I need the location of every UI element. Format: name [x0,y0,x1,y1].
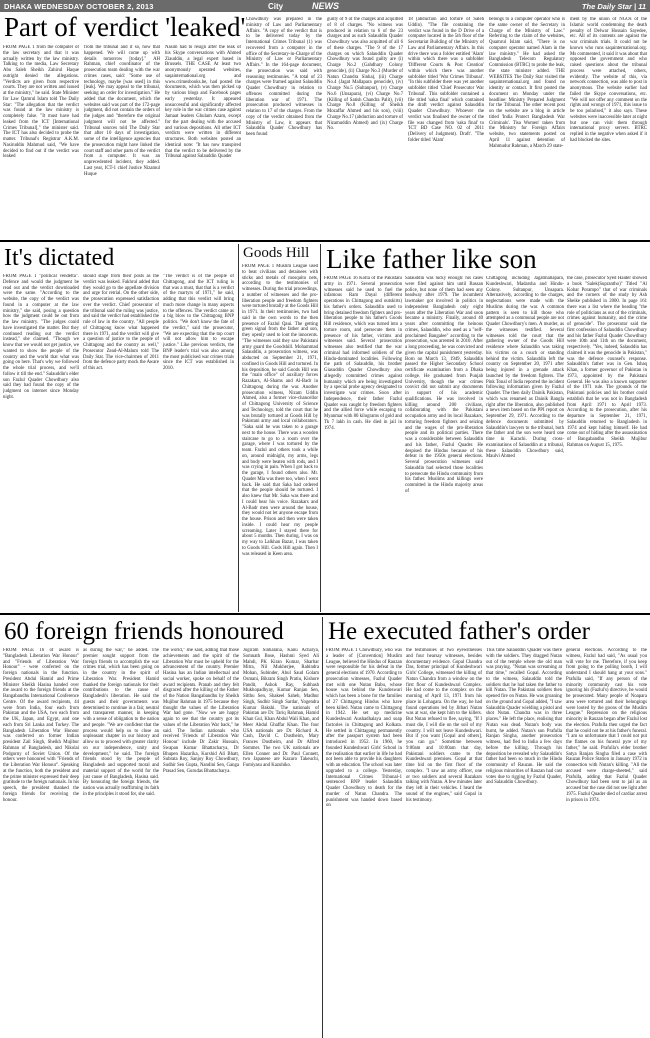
headline: It's dictated [4,245,115,271]
article-column: 18 (abduction and torture of Saleh Uddin). "The file containing the verdict was found in the D Drive of a computer located in the 5th floor of the Secretariat Building of the Ministry of Law and Parliamentary Affairs. In this drive there was a folder entitled 'Alam' within which there was a subfolder 'Different Courts & Post Creation' within which there was another subfolder titled 'War Crimes Tribunal'. "In this subfolder there was yet another subfolder titled 'Chief Prosecutor War Tribunal'. This subfolder contained a file titled 'saka final' which contained the draft verdict against Salauddin Quader Chowdhury. Whoever the verdict was finalised the owner of the file was changed from 'saka final' to 'ICT BD Case NO. 02 of 2011 (Delivery of Judgment). Draft'. "The folder titled 'Alam' [408,17,484,143]
headline: Like father like son [326,244,537,274]
article-column: should stage from their posts as the verdict was leaked. Fakhrul added that they would go to the appellate division and urge for retrial. On the other side, the prosecution expressed satisfaction over the verdict. Chief prosecutor of the tribunal said the ruling was justice, and said the verdict had established the rule of law in the country. "All people of Chittagong know what happened there in 1971, and the verdict will give a question of justice to the people of Chittagong and the country as well," Prosecutor Zead-Al-Malum told The Daily Star. The vice-chairmen of 2011 from the defence party mock the Aware of this act. [83,274,159,371]
article-column: FROM PAGE 16 Kotla of the Pakistani army in 1971. Several prosecution witnesses said he used to fuel the infamous Ram Dayal (different operations in Chittagong and outskirts) his father's orders. Salauddin used to bring detained freedom fighters and pro-liberation people to his father's Goods Hill residence, which was turned into a torture room, and persecute them in presence of his father, victims and witnesses said. Several prosecution witnesses also testified that the war criminal had informed soldiers of the Hindu-dominated localities. Following the path of Salauddin, his brother Giasuddin Quader Chowdhury also allegedly committed crimes against humanity which are being investigated by a special probe agency designated to investigate war crimes. Soon after Independence, their father Fazlul Quader was caught by freedom fighters and the allied force while escaping to Myanmar with 80 kilograms of gold and Tk 7 lakh in cash. He died in jail in 1974. [324,276,402,431]
headline: He executed father's order [328,618,590,645]
article-column: the testimonies of two eyewitnesses and four hearsay witnesses, besides documentary evidence. Gopal Chandra Das, former principal of Kundeshwari Girls' College, witnessed the killing of Natun Chandra from a window on the first floor of Kundeshwari Complex. He had come to the complex on the morning of April 13, 1971 from his place in Lohagara. On the way, he had found operations led by Jitbari Nutan was at war, she kept him to the killers. But Nutan refused to flee, saying, "If I must die, I will die on the soil of my country. I will not leave Kundeshwari. But if you want [Gopal and others], you can go." Sometime between 9:00am and 10:00am that day, Pakistani soldiers came to the Kundeshwari premises. Gopal at that time hid on the first floor of the complex. "I saw an army officer, one or two soldiers and several Razakars talking with Nutan. A few minutes later they left in their vehicles. I heard the sound of the engines," said Gopal in his testimony. [406,648,482,803]
article-column: the world," she said, adding that those achievements and the spirit of the Liberation War must be upheld for the advancement of the country. Premier Hasina has an Indian intellectual and social worker, spoke on behalf of the award recipients. Pranab and they felt disgraced after the killing of the Father of the Nation Bangabandhu by Sheikh Mujibur Rahman in 1975 because they thought the values of the Liberation War had gone. "Now we are happy again to see that the country got its values of the Liberation War back," he said. The Indian nationals who received 'Friends of Liberation War Honour' include Dr Zakir Hussain, Swapan Kumar Bhattacharya, Dr Bhupen Hazarika, Kurshid Ali Bhatt, Subrata Roy, Sanjoy Roy Chowdhury, Sudhir Sen Gupta, Nandini Sen, Ganga Prasad Sen, Gurudas Bhattacharya. [163,648,239,774]
column-divider [238,244,239,612]
article-column: the case, prosecutor Syed Haider showed a book "Salek(Suprantho)" Titled "Al Kobar Porampo" that of war criminals and the corners of the study by Ash Sheike published in 2000. In page 161 there was a list where the heading "the role of politicians as out of the criminals, crimes against humanity, and the crime of genocide". The prosecutor said the first confession of Salauddin Chowdhury and his father Fazlul Quader Chowdhury were 10th and 11th on the document, respectively. "Yes, indeed, Salauddin has claimed it was the genocide in Pakistan," was the defence counsel's response. Salauddin's father was in Gen. Ishaq Khan, a former governor of Pakistan in 1973, appointed by the Pakistani General. He was also a known supporter of the 1971 rule. The grounds of the Pakistani policies and his brother could establish that he was not in Bangladesh from April 1971 to April 1973. According to the prosecution, after his departure in September 21, 1971, Salauddin returned to Bangladesh in 1974 and kept hiding himself. He had come out of hiding after the assassination of Bangabandhu Sheikh Mujibur Rahman on August 15, 1975. [567,276,647,448]
section-kicker: NEWS [312,1,339,11]
article-column: This time Salauddin Quader was there with the soldiers. They dragged Nutan out of the temple where the old man was praying. "Nutan was screaming at that time," recalled Gopal. According to the witness, Salauddin told the soldiers that he had taken the father to kill Nutan. The Pakistani soldiers then opened fire on Nutan. He was groaning on the ground and Gopal added, "I saw Salauddin Quader wielding a pistol and shot Nutan. Chandra was in three places." He left the place, realising that Nutan was dead. Nutan's body was burnt, he added. Nutan's son Prafulla Ranjan Singha, another prosecution witness, had fled to India a few days before the killing. Through his deposition he revealed why Salauddin's father had been so much in the Hindu community of Rauzan. He said the religious minorities of Rauzan had cast votes due to rigging by Fazlul Quader, and Salauddin Chowdhury. [486,648,562,786]
headline: Goods Hill [243,245,310,261]
article-column: as during the war," he added. The premier sought support from the foreign friends to accomplish the war crimes trial, which has been going on in the country in the spirit of Liberation War. President Hamid thanked the foreign nationals for their contributions to the cause of Bangladesh's liberation. He said the guests and their governments was determined to continue in a fair, neutral and transparent manner, in keeping with a sense of obligation to the nation and people. "We are confident that the process would help us to close an unpleasant chapter in our history and allow us to proceed with greater clarity on our independence, unity and development," he said. The foreign friends stood by the people of Bangladesh and supported moral and material support of the world for the just cause of Bangladesh, Hasina said. By honouring the foreign friends, the nation was actually reaffirming its faith in the principles it stood for, she said. [83,648,159,797]
article-column: Chittagong including Jagatmallapara, Kundeshwari, Madarsha and Hindu-Colony. Sultanpur, Unsapara. Alternatively, according to the charges, neglectations were made with the Muslims during the war. A common pattern is seen to kill those who attempted as a communal people are not Quader Chowdhury's men. A murder, as the witnesses testified. Several witnesses told the court that the gathering owner of the Goods Hill residence where Salauddin was taking his victims on a couch or standing behind the victim. Salauddin left the country on September 20, 1971 after being injured in a grenade attack launched by the freedom fighters. The Pink Tonal of India reported the incident following information given by Fazlul Quader. The then daily Dainik Pakistan, which was renamed as Dainik Bangla right after the liberation, also published a news item based on the PPI report on September 29, 1971. According to the defence documents submitted by Salauddin's lawyers to the tribunal, both the father and the son were heard one time in Karachi. During cross-examinations of Salauddin at a tribunal, these Salauddin Chowdhury said, Maulvi Ahmed [486,276,564,460]
article-column: FROM PAGE 1 Muslim League used to beat civilians and detainees with sticks and metals of mosquito nets, according to the testimonies of witnesses. During the trial proceedings, a number of witnesses and the pro-liberation people and freedom fighters were tortured brutally at the Goods Hill in 1971. In their testimonies, two had said in the own words to the then presence of Fazlul Qaui. The getting green signal from the father and son, they openly used to loot the innocents. "The witnesses said they saw Pakistani army guard the Goodshill. Mohammad Salauddin, a prosecution witness, was abducted on September 21, 1971, confined in Goods Hill and tortured. In his deposition, he said Goods Hill was the "main office" of auxiliary forces Razakars, Al-Shams and Al-Badr in Chittagong during the war. Another prosecution witness, Nizam Uddin Ahmed, also a former vice-chancellor of Chittagong University of Science and Technology, told the court that he was brutally tortured at Goods Hill by Pakistani army and local collaborators. "Saka said he was taken to a garage next to the house. There was a wooden staircase to go to a room over the garage, where I was tortured by the team. Fazlul and others took a while on, around midnight, my arms, legs and body were beaten with rods, and I was crying in pain. When I got back to the garage, I found others also. Mr. Quader Mia was there too, when I went back. He said that Saka had ordered that the people should be tortured. I also knew that Mr. Saka was there and I could hear his voice. Razakars and Al-Badr men were around the house, they would not let anyone escape from the house. Prison and then were taken inside. I could hear my people screaming. Later I stayed there for about 5 months. Then during, I was on my way to Lalkhan Bazar, I was taken to Goods Hill. Gods Hill again. Then I was released in Keen area. [242,264,318,557]
article-column: ment by the union of NGOs of the Islamic world condemning the death penalty of Delwar Hossain Sayedee, etc. All of its contents are against the war criminals trials. It could not be known who runs saqainternational.org. Ms commented, it said it was about that opposed the government and who raised questions about the tribunal process were attached, others, evidently. The website of this, via network connection, was able to post in anonymous. The website earlier had failed the Skype conversations, etc. "We will not offer any comment on the rights and wrongs of 1971, this issue to be too polarised," it also says. These websites were inaccessible later at night but one can visit them through international proxy servers. BTRC replied in the negative when asked if it had blocked the sites. [570,17,647,143]
article-column: belongs to a computer operator who is the same owner of the Secretary in Charge of the Ministry of Law." Referring to the claim of the websites, Quamrul Islam said, "There is no computer operator named Alam in the law ministry." He had asked the Bangladesh Telecom Regulatory Commission (BTRC) to probe the leak, the state minister added. THE WEBSITES The Daily Star visited the saqainternational.org and found no identity or contact. It first posted the document on Monday under the headline: Ministry Prepared Judgment for the Tribunal. The other recent post on the website are a blog in article titled 'India Protect Bangladesh War Criminals'. Tisa Women' taken from the Ministry for Foreign Affairs website, two statements posted on April 11 against detention of Mahmudur Rahman, a March 29 state- [489,17,565,149]
article-column: guilty of 9 of the charges and acquitted of 8 of charges. "No witness was produced in relation to 6 of the 23 charges and as such Salauddin Quader Chowdhury was also acquitted of all 6 of these charges. "The 9 of the 17 charges on which Salauddin Quader Chowdhury was found guilty are (i) Charge No.2 (Gahdhary Colony genocide), (ii) Charge No.3 (Murder of Natun Chandra Sinha), (iii) Charge No.4 (Jagat Mallapara genocide), (iv) Charge No.5 (Sultanpur), (v) Charge No.6 (Unsapara), (vi) Charge No.7 (Killing of Satish Chandra Palit), (vii) Charge No.8 (Killing of Sheikh Mozaffar Ahmed and his son), (viii) Charge No.17 (abduction and torture of Nizamuddin Ahmed) and (ix) Charge No. [327,17,403,132]
page-masthead [0,0,650,12]
paper-name-page-number: The Daily Star | 11 [581,1,646,11]
article-column: Jogiram Sinharana, Kanu Acharya, Somnath Bose, Hashmi Syed Ali Mahdi, PK Kiran Kumar, Sharbar Mitra, Nil Mukherjee, Rabindra Mohan, Subinder, Abul Saud Golam Osmani, Bikram Singh Pratiu, Kishore Pandit, Ashok Ray, Subhash Mukhopadhyay, Kumar Ranjan Sen, Sitthu Sen, Shakeel Saheb, Madhur Singh, Sudhir Singh Sardar, Yogendra Kumar Bakshi. The nationals of Pakistan are Dr. Tariq Rahman, Hamid Khan Gul, Khan Abdul Wali Khan, and Meer Abdul Ghaffar Khan. The four USA nationals are Dr. Richard A. Cash, David C. Dustheim, Mary Frances Dustheim, and Dr Alfred Sommer. The two UK nationals are Ellen Conner and Dr. Paul Connett, two Japanese are Kazuro Takeuchi, Fumiyasu and Kazuhiko. [243,648,319,768]
section-divider [0,240,650,242]
article-column: Nasim had to resign after the leak of his Skype conversations with Ahmed Ziauddin, a legal expert based in Brussels. THE CASE At least two anonymously operated websites, saqainternational.org and www.crimesbooks.be, had posted the documents, which was then picked up by various blogs and Facebook pages early yesterday. It appeared unsuccessful and significantly affected key role in the war crimes case against Jamaat leaders Ghulam Azam, except for the part dealing with the accused and various depositions. All other ICT verdicts were written in different structures. Both websites posted an identical note: "It has now transpired that the verdict to be delivered by the Tribunal against Salauddin Quader [165,45,241,160]
article-column: Salauddin was lucky enough: his cases were filed against him until Bassan police, but none of them had seen any headway after 1979. The incumbent lawmaker got involved in politics in independent Bangladesh only eight years after the Liberation War and soon became a ministry. Finally, around 40 years after committing the heinous crimes, Salauddin, who used as a "self-proclaimed Bangalee" according to the prosecution, was arrested in 2010. After a long proceeding, he was convicted and given the capital punishment yesterday. Born on March 13, 1949, Salauddin passed the Higher Secondary School certificate examination from a Dhaka college. He graduated from Punjab University, though the war crimes convict did not submit any documents in support of his academic qualifications. He was involved in killing around 200 civilians, collaborating with the Pakistani occupation army and its local Razakars, torturing freedom fighters and seizing and the wages of the pro-liberation people and its political parties. There was a considerable between Salauddin and his father, Fazlul Quader. He despised the Hindus because of his defeat in the 1950s general elections. Several prosecution witnesses said Salauddin had selected those localities to persecute the Hindu community from his father. Muslims and killings were committed in the Hindu majority areas of [405,276,483,494]
dateline: DHAKA WEDNESDAY OCTOBER 2, 2013 [4,1,154,11]
article-column: from the tribunal and if so, how that happened. We will come up with details tomorrow [today]." AH Rahman, chief coordinator of the prosecution team dealing with the war crimes cases, said: "Some use of technology, maybe [was used] in this [leak]. We may appeal to the tribunal, seeking an order for investigation." He added that the document, which the websites said was part of the 172-page judgment, did not contain the orders of the judges and "therefore the original judgment will not be affected." Tribunal sources told The Daily Star that after 10 days of investigation, some of the intelligence agencies that the prosecution might have linked the court staff and other parts of the verdict from a computer. It was an unprecedented incident, they added. Last year, ICT-1 chief Justice Nizamul Huque [84,45,160,177]
article-column: FROM PAGE 1 Chowdhury, who was a leader of [Convention] Muslim League, believed the Hindus of Rauzan were responsible for his defeat in the general elections of 1970. According to prosecution witnesses, Fazlul Quader met with one Nutan Babu, whose house was behind the Kundeswari which has been a bone for the families of 27 Chittagong Hindus who have been killed. Nutan came to Chittagong in 1942. He set up medicine Kundeshwari Aushadhalaya and soap factories in Chittagong and Kolkata. He settled in Chittagong permanently after the passport system had been introduced in 1952. In 1960, he founded Kundeshwari Girls' School in the realisation that earlier in life he had not been able to provide his daughters with an education. The school was later upgraded to a college. Yesterday, International Crimes Tribunal-1 sentenced BNP leader Salauddin Quader Chowdhury to death for the murder of Natun Chandra. The punishment was handed down based on [326,648,402,809]
column-divider [322,617,323,1038]
article-column: FROM PAGE 16 of award is "Bangladesh Liberation War Honour" and "Friends of Liberation War Honour" - were conferred on the foreign nationals in the function. President Abdul Hamid and Prime Minister Sheikh Hasina handed over the award to the foreign friends at the Bangabandhu International Conference Centre. Of the award recipients, 44 were from India, four each from Pakistan and the USA, two each from the UK, Japan, and Egypt, and one each from Sri Lanka and Turkey. The Bangladesh Liberation War Honour was conferred on former Indian president Zail Singh, Sheikh Mujibur Rahman of Bangladesh, and Nikolai Podgorny of Soviet Union. Of the others were honoured with "Friends of the Liberation War Honour". Speaking at the function, both the president and the prime minister expressed their deep gratitude to the foreign nationals. In his speech, the president thanked the foreign friends for receiving the honour. [3,648,79,803]
article-column: general elections. According to the witness, Fazlul had said, "As usual you will vote for me. Therefore, if you keep from going to the polling booth, I will understand I should hang at your sons." Prafulla said, "If any person of the minority community cast his vote ignoring his (Fazlul's) directive, he would be prosecuted. Many people of Noapara area were tortured and their belongings were looted by the goons of the Muslim League." Repression on the religious minority in Rauzan began after Fazlul lost the election. Prafulla then urged the fact that he could not be at his father's funeral. "I am so unfortunate that I could not put the flames on his funeral pyre of my father," he said. Prafulla's elder brother Satya Ranjan Singha filed a case with Rauzan Police Station in January 1972 in connection with Nutan's killing. "All the accused were charge-sheeted," said Prafulla, adding that Fazlul Quader Chowdhury had been sent to jail as an accused but the case did not see light after 1975. Fazlul Quader died of cardiac arrest in prison in 1974. [566,648,647,803]
article-column: FROM PAGE 1 from the computer of the law secretary and that it was actually written by the law ministry. Talking to the media, Law Secretary Abu Saleh Sheikh Zahirul Haque outright denied the allegations. "Verdicts are given from respective courts. They are not written and issued at the ministry," he said. State Minister for Law Qamrul Islam told The Daily Star: "The allegation that the verdict was found at the law ministry is completely false. "It must have had leaked from the ICT [International Crimes Tribunal]," the minister said. The ICT has also decided to probe the matter. Tribunal's Registrar A.K.M. Nasiruddin Mahmud said, "We have decided to find out if the verdict was leaked [3,45,79,160]
headline: Part of verdict 'leaked' [4,12,246,42]
section-label: City [268,1,284,11]
headline: 60 foreign friends honoured [4,618,284,645]
article-column: FROM PAGE 1 "political vendetta". Defence and would the judgment be read out and the verdict downloaded were the same. "According to the website, the copy of the verdict was found in a computer at the law ministry," she said, posing a question how the judgment could be out from the law ministry. "The judges could have investigated the matter. But they continued reading out the verdict instead," she claimed. "Though we know that we would not get justice, we wanted to show the people of the country and the world that what was going on here. That's why we followed the whole trial process, and we'll follow it till the end." Salauddin's elder son Fazlul Quader Chowdhury also said they had found the copy of the judgment on internet since Monday night. [3,274,79,400]
article-column: "The verdict is of the people of Chittagong, and the ICT ruling is that was a must, that that is a verdict of the martyrs of 1971," he said, adding that this verdict will bring much more change in many aspects to the offences. The verdict came as a big blow to the Chittagong BNP politics. "We don't know the fate of the verdict," said the prosecutor, "We are expecting that the top court will not allow him to escape justice." Like previous verdicts, the BNP leader's trial was also among the most publicised war crimes trials since the ICT was established in 2010. [163,274,234,371]
section-divider [0,613,650,615]
article-column: Chowdhury was prepared in the ministry of Law and Parliamentary Affairs. "A copy of the verdict that is to be delivered today by the International Crimes Tribunal (1) was recovered from a computer in the office of the Secretary-in-Charge of the Ministry of Law or Parliamentary Affairs." In the 164-page document, the prosecution was said with reasoning testimonies. "A total of 23 charges were framed against Salauddin Quader Chowdhury in relation to offences committed during the liberation war of 1971. The prosecution produced witnesses in relation to 17 of the charges. From the copy of the verdict obtained from the Ministry of Law, it appears that Salauddin Quader Chowdhury has been found [246,17,322,137]
column-divider [320,244,321,612]
